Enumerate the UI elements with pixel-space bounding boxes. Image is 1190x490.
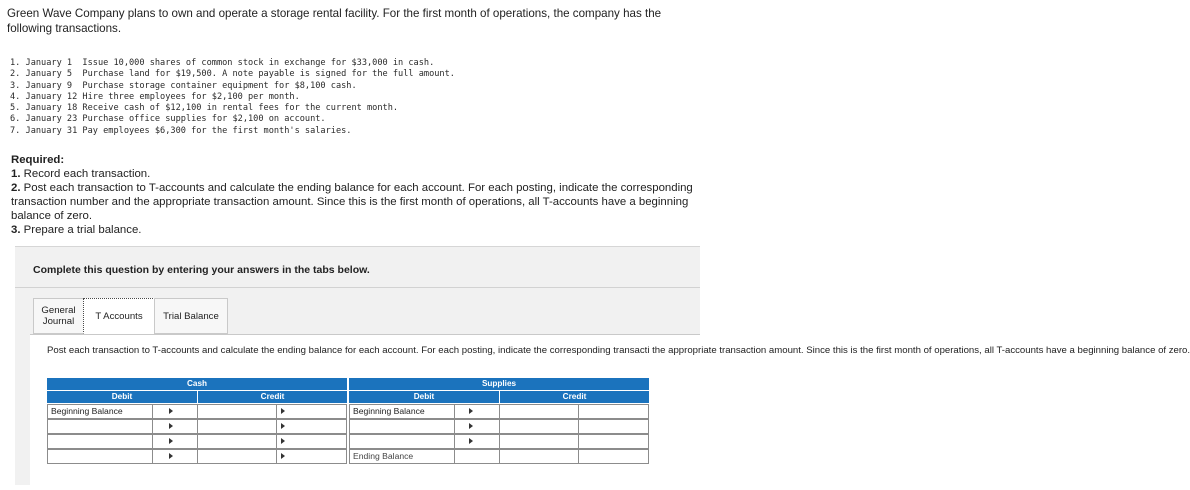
- amount-input[interactable]: [579, 454, 648, 467]
- supplies-credit-amount-input[interactable]: [578, 404, 649, 419]
- chevron-right-icon: [169, 453, 173, 459]
- cash-credit-header: Credit: [198, 391, 347, 403]
- tab-general-journal[interactable]: General Journal: [33, 298, 84, 334]
- chevron-right-icon: [281, 423, 285, 429]
- amount-input[interactable]: [277, 454, 346, 467]
- chevron-right-icon: [469, 423, 473, 429]
- supplies-debit-header: Debit: [349, 391, 499, 403]
- cash-debit-amount-input[interactable]: [152, 434, 198, 449]
- chevron-right-icon: [169, 438, 173, 444]
- supplies-credit-ref-input[interactable]: [499, 434, 579, 449]
- cash-debit-header: Debit: [47, 391, 197, 403]
- required-item-text: Post each transaction to T-accounts and calculate the ending balance for each account. For each posting, indicate the corresponding transaction number and the appropriate transaction amount. Since this is the first month of operations, all T-accounts have a beginning balance of zero.: [11, 182, 693, 222]
- supplies-credit-ref-input[interactable]: [499, 449, 579, 464]
- cash-beginning-balance-input[interactable]: [152, 404, 198, 419]
- amount-input[interactable]: [153, 454, 197, 467]
- supplies-account-title: Supplies: [349, 378, 649, 390]
- supplies-debit-amount-input[interactable]: [454, 434, 500, 449]
- cash-credit-ref-input[interactable]: [197, 449, 277, 464]
- tab-t-accounts[interactable]: T Accounts: [83, 298, 155, 334]
- cash-debit-amount-input[interactable]: [152, 419, 198, 434]
- cash-credit-amount-input[interactable]: [276, 419, 347, 434]
- cash-debit-amount-input[interactable]: [152, 449, 198, 464]
- chevron-right-icon: [469, 438, 473, 444]
- tab-trial-balance[interactable]: Trial Balance: [154, 298, 228, 334]
- cash-credit-amount-input[interactable]: [276, 434, 347, 449]
- required-item: [11, 167, 695, 181]
- transaction-item: 2. January 5 Purchase land for $19,500. A note payable is signed for the full amount.: [10, 69, 455, 80]
- cash-debit-ref-input[interactable]: [47, 449, 153, 464]
- supplies-credit-ref-input[interactable]: [499, 404, 579, 419]
- transaction-list: [10, 58, 455, 137]
- supplies-debit-amount-input[interactable]: [454, 419, 500, 434]
- supplies-credit-amount-input[interactable]: [578, 434, 649, 449]
- required-item: [11, 223, 695, 237]
- supplies-debit-ref-input[interactable]: [349, 434, 455, 449]
- tab-content: [30, 334, 1190, 486]
- transaction-item: 3. January 9 Purchase storage container equipment for $8,100 cash.: [10, 80, 357, 91]
- cash-credit-ref-input[interactable]: [197, 434, 277, 449]
- reference-input[interactable]: [48, 454, 152, 467]
- required-title: Required:: [11, 154, 65, 166]
- problem-intro: Green Wave Company plans to own and operate a storage rental facility. For the first month of operations, the company has the following transactions.: [7, 7, 662, 35]
- cash-credit-ref-input[interactable]: [197, 404, 277, 419]
- supplies-credit-amount-input[interactable]: [578, 449, 649, 464]
- amount-input[interactable]: [455, 454, 499, 467]
- tab-bar: [33, 298, 227, 334]
- chevron-right-icon: [281, 408, 285, 414]
- t-accounts-grid: [47, 378, 649, 490]
- required-section: [11, 153, 695, 237]
- required-item-text: Prepare a trial balance.: [23, 224, 142, 236]
- panel-heading: Complete this question by entering your answers in the tabs below.: [33, 264, 370, 276]
- supplies-ending-balance-input[interactable]: [454, 449, 500, 464]
- cash-debit-ref-input[interactable]: [47, 419, 153, 434]
- transaction-item: 7. January 31 Pay employees $6,300 for the first month's salaries.: [10, 125, 352, 136]
- question-panel: [15, 246, 1190, 485]
- cash-credit-ref-input[interactable]: [197, 419, 277, 434]
- cash-beginning-balance-label: Beginning Balance: [47, 404, 153, 419]
- supplies-ending-balance-label: Ending Balance: [349, 449, 455, 464]
- reference-input[interactable]: [500, 454, 578, 467]
- cash-credit-amount-input[interactable]: [276, 404, 347, 419]
- chevron-right-icon: [169, 408, 173, 414]
- supplies-credit-ref-input[interactable]: [499, 419, 579, 434]
- cash-credit-amount-input[interactable]: [276, 449, 347, 464]
- required-item: [11, 181, 695, 223]
- chevron-right-icon: [281, 438, 285, 444]
- chevron-right-icon: [469, 408, 473, 414]
- panel-divider: [15, 287, 700, 288]
- cash-debit-ref-input[interactable]: [47, 434, 153, 449]
- chevron-right-icon: [169, 423, 173, 429]
- transaction-item: 1. January 1 Issue 10,000 shares of common stock in exchange for $33,000 in cash.: [10, 58, 435, 68]
- supplies-credit-header: Credit: [500, 391, 649, 403]
- required-item-number: 1.: [11, 168, 21, 180]
- chevron-right-icon: [281, 453, 285, 459]
- required-item-text: Record each transaction.: [23, 168, 151, 180]
- required-item-number: 2.: [11, 182, 21, 194]
- supplies-beginning-balance-input[interactable]: [454, 404, 500, 419]
- cash-account-title: Cash: [47, 378, 347, 390]
- supplies-credit-amount-input[interactable]: [578, 419, 649, 434]
- reference-input[interactable]: [198, 454, 276, 467]
- supplies-debit-ref-input[interactable]: [349, 419, 455, 434]
- supplies-beginning-balance-label: Beginning Balance: [349, 404, 455, 419]
- transaction-item: 6. January 23 Purchase office supplies for $2,100 on account.: [10, 114, 326, 125]
- tab-instruction: Post each transaction to T-accounts and calculate the ending balance for each account. For each posting, indicate the corresponding transacti the appropriate transaction amount. Since this is the first month of operations, all T-accounts have a beginning balance of zero.: [47, 345, 1190, 356]
- required-item-number: 3.: [11, 224, 21, 236]
- transaction-item: 5. January 18 Receive cash of $12,100 in rental fees for the current month.: [10, 103, 399, 114]
- transaction-item: 4. January 12 Hire three employees for $2,100 per month.: [10, 91, 300, 102]
